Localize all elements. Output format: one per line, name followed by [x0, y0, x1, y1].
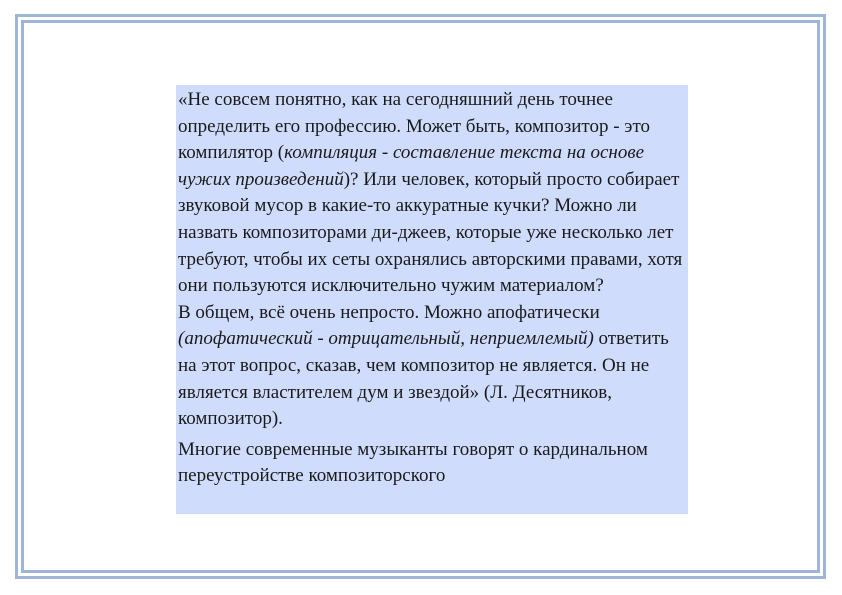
quote-text-2a: В общем, всё очень непросто. Можно апофатически — [178, 301, 600, 323]
quote-text-1a: «Не совсем понятно, как на сегодняшний день точнее определить его профессию. Может быть, композитор - это компилятор ( — [178, 89, 651, 164]
quote-text-1b: )? Или человек, который просто собирает звуковой мусор в какие-то аккуратные кучки? Можно ли назвать композиторами ди-джеев, которые уже несколько лет требуют, чтобы их сеты охранялись авторскими правами, хотя они пользуются исключительно чужим материалом? — [178, 168, 683, 297]
compilation-definition: компиляция - составление текста на основе чужих произведений — [178, 142, 645, 190]
apophatic-definition: (апофатический - отрицательный, неприемлемый) — [178, 328, 594, 350]
quote-paragraph-2 — [178, 300, 686, 433]
quote-paragraph-1 — [178, 87, 686, 300]
body-paragraph-3: Многие современные музыканты говорят о кардинальном переустройстве композиторского — [178, 438, 648, 487]
quote-text-2b: ответить на этот вопрос, сказав, чем композитор не является. Он не является властителем дум и звездой» (Л. Десятников, композитор). — [178, 328, 669, 430]
highlighted-text-block — [176, 85, 688, 514]
